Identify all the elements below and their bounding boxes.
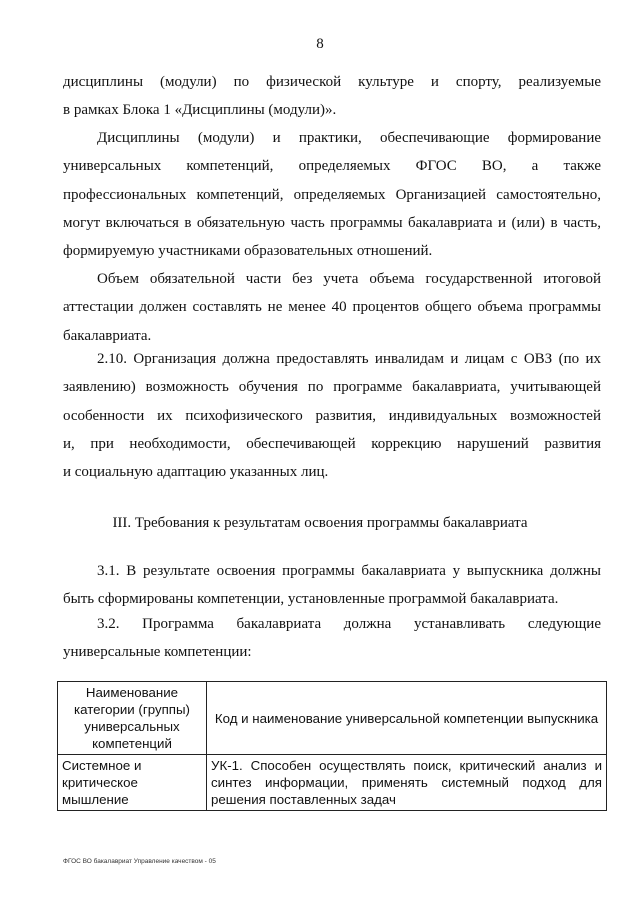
text-line: Дисциплины (модули) и практики, обеспечивающие формирование: [97, 130, 601, 146]
table-header-competence: Код и наименование универсальной компетенции выпускника: [207, 682, 607, 755]
text-line: универсальные компетенции:: [63, 644, 252, 661]
table-header-category: Наименование категории (группы) универсальных компетенций: [58, 682, 207, 755]
text-line: заявлению) возможность обучения по программе бакалавриата, учитывающей: [63, 379, 601, 396]
text-line: профессиональных компетенций, определяемых Организацией самостоятельно,: [63, 186, 601, 203]
paragraph-3-1: [63, 557, 601, 614]
text-line: дисциплины (модули) по физической культуре и спорту, реализуемые: [63, 74, 601, 90]
text-line: в рамках Блока 1 «Дисциплины (модули)».: [63, 102, 337, 119]
text-line: 2.10. Организация должна предоставлять инвалидам и лицам с ОВЗ (по их: [97, 351, 601, 367]
text-line: 3.2. Программа бакалавриата должна устанавливать следующие: [97, 616, 601, 632]
text-line: Объем обязательной части без учета объема государственной итоговой: [97, 271, 601, 287]
text-line: особенности их психофизического развития, индивидуальных возможностей: [63, 407, 601, 424]
paragraph-4: [63, 345, 601, 486]
text-line: универсальных компетенций, определяемых ФГОС ВО, а также: [63, 158, 601, 175]
paragraph-3-2: [63, 610, 601, 667]
table-row: [58, 755, 607, 811]
text-line: 3.1. В результате освоения программы бакалавриата у выпускника должны: [97, 563, 601, 579]
section-heading: III. Требования к результатам освоения программы бакалавриата: [112, 515, 528, 531]
text-line: аттестации должен составлять не менее 40 процентов общего объема программы: [63, 299, 601, 316]
paragraph-1: [63, 68, 601, 125]
text-line: бакалавриата.: [63, 327, 152, 344]
text-line: могут включаться в обязательную часть программы бакалавриата и (или) в часть,: [63, 214, 601, 231]
table-cell-competence: УК-1. Способен осуществлять поиск, критический анализ и синтез информации, применять системный подход для решения поставленных задач: [207, 755, 607, 811]
table-header-row: [58, 682, 607, 755]
text-line: формируемую участниками образовательных отношений.: [63, 243, 433, 260]
text-line: и социальную адаптацию указанных лиц.: [63, 464, 329, 481]
competence-table: [57, 681, 607, 811]
table-cell-category: Системное и критическое мышление: [58, 755, 207, 811]
paragraph-3: [63, 265, 601, 350]
paragraph-2: [63, 124, 601, 265]
text-line: быть сформированы компетенции, установленные программой бакалавриата.: [63, 591, 559, 608]
page-footer: ФГОС ВО бакалавриат Управление качеством - 05: [63, 858, 216, 865]
text-line: и, при необходимости, обеспечивающей коррекцию нарушений развития: [63, 435, 601, 452]
page-number: 8: [316, 36, 324, 52]
